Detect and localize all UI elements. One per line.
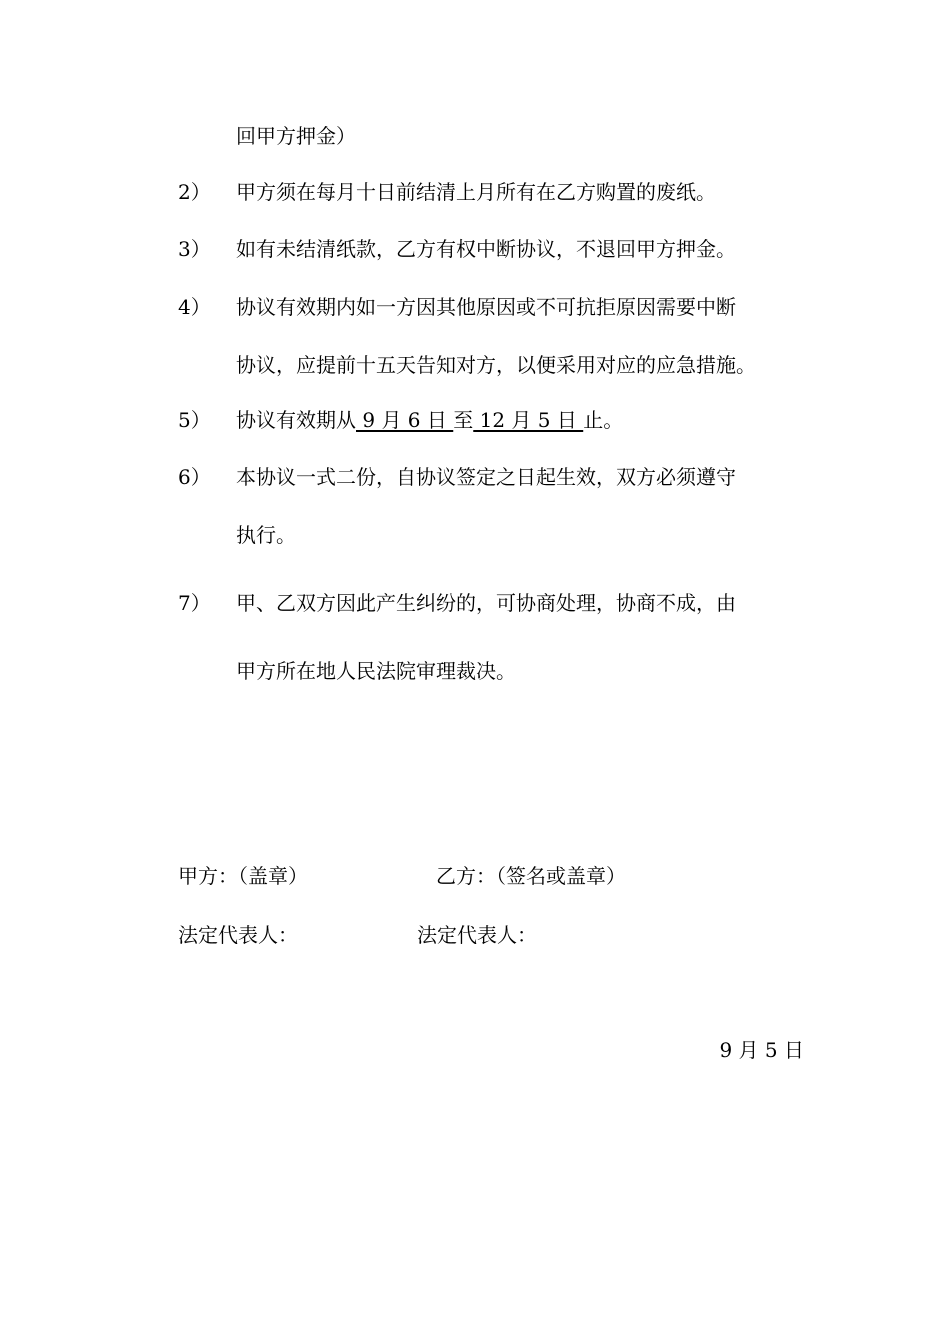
party-b-seal: 乙方：（签名或盖章）	[436, 864, 626, 888]
item-number: 5）	[178, 408, 211, 432]
item-text: 本协议一式二份，自协议签定之日起生效，双方必须遵守	[236, 465, 736, 489]
validity-period-line	[236, 408, 623, 432]
party-a-representative: 法定代表人：	[178, 923, 298, 947]
item-text: 协议，应提前十五天告知对方，以便采用对应的应急措施。	[236, 353, 756, 377]
item-text: 执行。	[236, 523, 296, 547]
validity-suffix: 止。	[583, 408, 624, 432]
end-date: 12 月 5 日	[473, 408, 584, 432]
item-number: 2）	[178, 180, 211, 204]
validity-prefix: 协议有效期从	[236, 408, 356, 432]
signing-date: 9 月 5 日	[719, 1038, 804, 1062]
item-text: 甲方所在地人民法院审理裁决。	[236, 659, 516, 683]
item-number: 3）	[178, 237, 211, 261]
item-text: 甲方须在每月十日前结清上月所有在乙方购置的废纸。	[236, 180, 716, 204]
continuation-text: 回甲方押金）	[236, 124, 356, 148]
item-text: 协议有效期内如一方因其他原因或不可抗拒原因需要中断	[236, 295, 736, 319]
party-a-seal: 甲方：（盖章）	[178, 864, 308, 888]
item-number: 6）	[178, 465, 211, 489]
item-text: 如有未结清纸款，乙方有权中断协议，不退回甲方押金。	[236, 237, 736, 261]
item-text: 甲、乙双方因此产生纠纷的，可协商处理，协商不成，由	[236, 591, 736, 615]
party-b-representative: 法定代表人：	[417, 923, 537, 947]
item-number: 7）	[178, 591, 211, 615]
validity-middle: 至	[453, 408, 474, 432]
start-date: 9 月 6 日	[356, 408, 454, 432]
item-number: 4）	[178, 295, 211, 319]
